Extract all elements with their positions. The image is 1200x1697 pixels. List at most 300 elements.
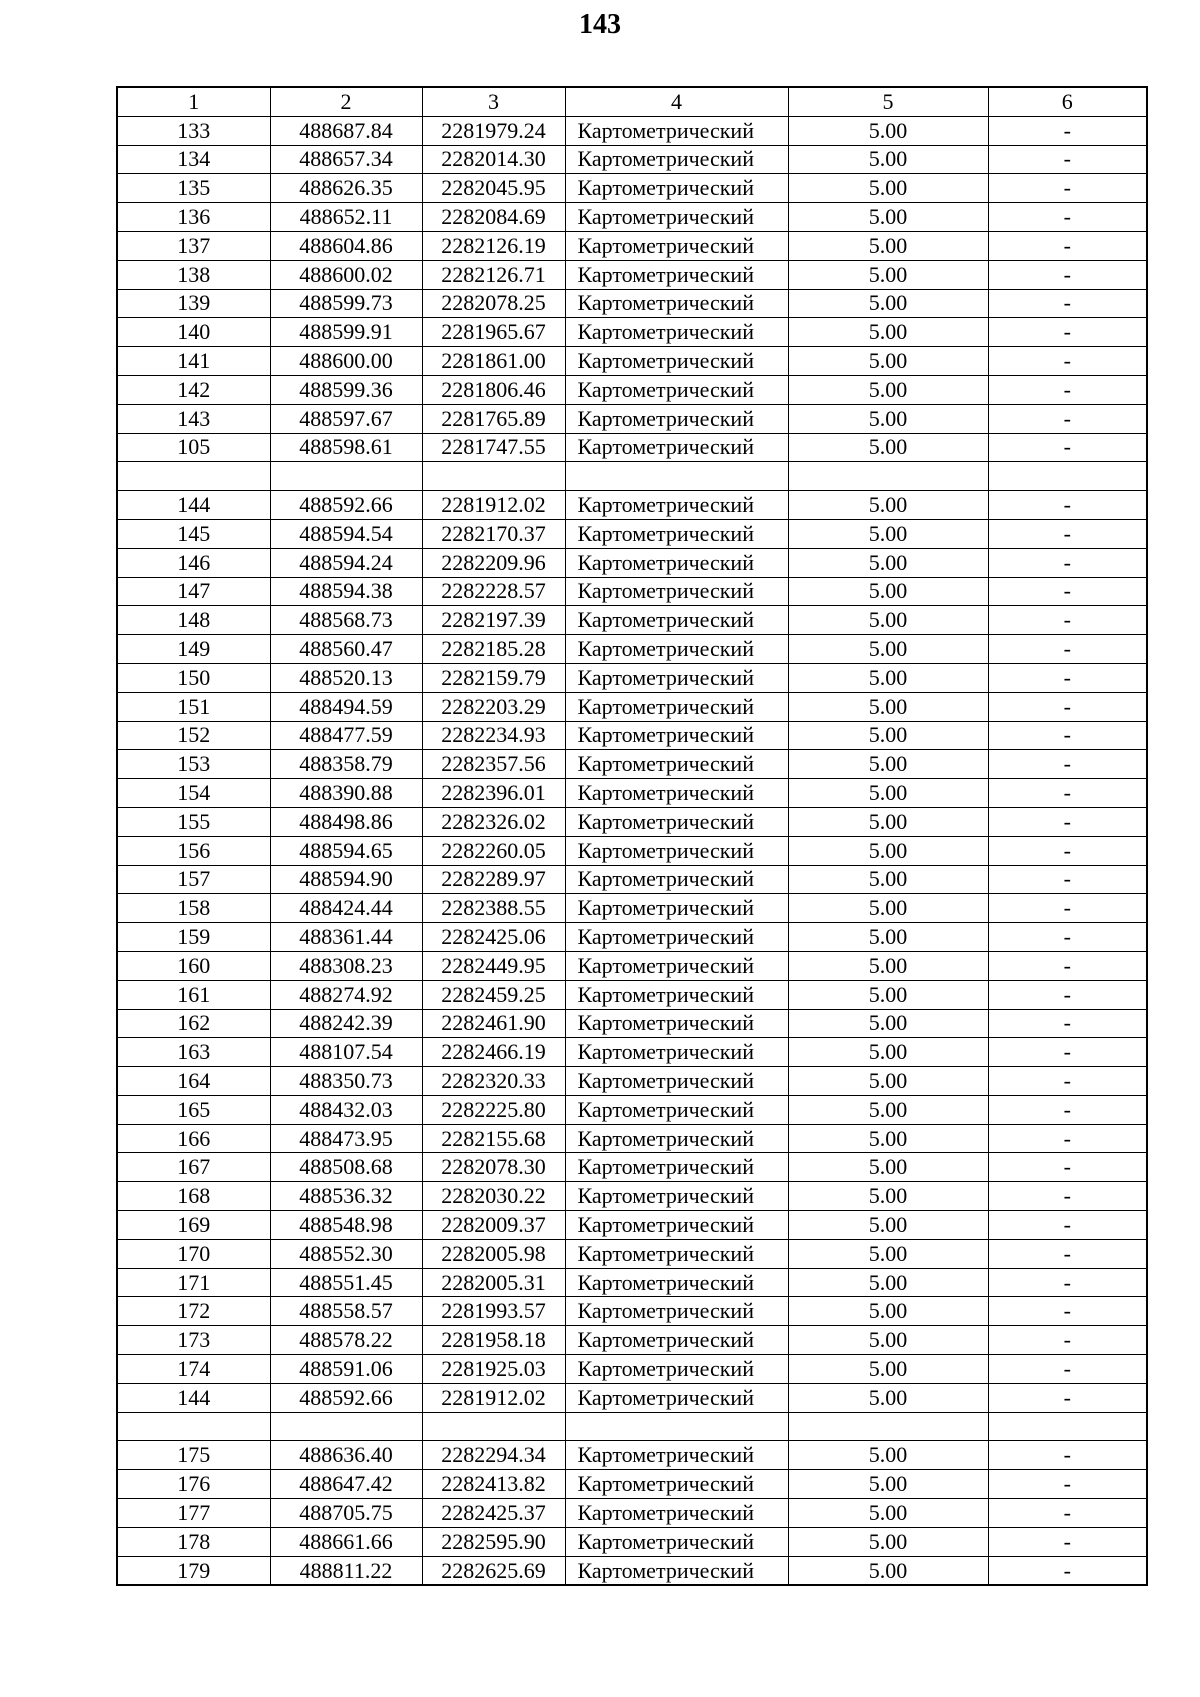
accuracy-cell: 5.00 <box>788 836 988 865</box>
accuracy-cell: 5.00 <box>788 894 988 923</box>
x-coordinate-cell: 488508.68 <box>270 1153 422 1182</box>
method-cell: Картометрический <box>565 1182 788 1211</box>
table-row <box>117 1067 1147 1096</box>
x-coordinate-cell: 488811.22 <box>270 1556 422 1585</box>
y-coordinate-cell: 2281965.67 <box>422 318 565 347</box>
accuracy-cell: 5.00 <box>788 779 988 808</box>
x-coordinate-cell: 488432.03 <box>270 1095 422 1124</box>
accuracy-cell: 5.00 <box>788 1383 988 1412</box>
note-cell: - <box>988 145 1147 174</box>
accuracy-cell: 5.00 <box>788 404 988 433</box>
point-number-cell: 133 <box>117 116 270 145</box>
point-number-cell: 157 <box>117 865 270 894</box>
note-cell: - <box>988 375 1147 404</box>
y-coordinate-cell: 2282413.82 <box>422 1470 565 1499</box>
y-coordinate-cell: 2282005.98 <box>422 1239 565 1268</box>
table-row <box>117 606 1147 635</box>
x-coordinate-cell: 488657.34 <box>270 145 422 174</box>
y-coordinate-cell: 2282326.02 <box>422 807 565 836</box>
column-header: 2 <box>270 87 422 116</box>
table-row <box>117 1038 1147 1067</box>
x-coordinate-cell: 488560.47 <box>270 635 422 664</box>
point-number-cell: 137 <box>117 231 270 260</box>
table-row <box>117 145 1147 174</box>
x-coordinate-cell: 488308.23 <box>270 951 422 980</box>
table-row <box>117 462 1147 491</box>
y-coordinate-cell: 2281861.00 <box>422 347 565 376</box>
note-cell: - <box>988 980 1147 1009</box>
x-coordinate-cell <box>270 462 422 491</box>
table-row <box>117 807 1147 836</box>
accuracy-cell: 5.00 <box>788 1009 988 1038</box>
method-cell: Картометрический <box>565 779 788 808</box>
point-number-cell: 136 <box>117 203 270 232</box>
y-coordinate-cell: 2282260.05 <box>422 836 565 865</box>
y-coordinate-cell <box>422 1412 565 1441</box>
y-coordinate-cell: 2282466.19 <box>422 1038 565 1067</box>
method-cell: Картометрический <box>565 923 788 952</box>
method-cell: Картометрический <box>565 289 788 318</box>
method-cell: Картометрический <box>565 721 788 750</box>
x-coordinate-cell: 488604.86 <box>270 231 422 260</box>
method-cell: Картометрический <box>565 692 788 721</box>
accuracy-cell: 5.00 <box>788 375 988 404</box>
table-row <box>117 894 1147 923</box>
note-cell: - <box>988 1153 1147 1182</box>
column-header: 4 <box>565 87 788 116</box>
table-body <box>117 116 1147 1585</box>
method-cell: Картометрический <box>565 1499 788 1528</box>
method-cell: Картометрический <box>565 375 788 404</box>
x-coordinate-cell: 488599.91 <box>270 318 422 347</box>
point-number-cell: 138 <box>117 260 270 289</box>
point-number-cell: 154 <box>117 779 270 808</box>
table-row <box>117 635 1147 664</box>
y-coordinate-cell <box>422 462 565 491</box>
accuracy-cell: 5.00 <box>788 145 988 174</box>
note-cell: - <box>988 1009 1147 1038</box>
note-cell: - <box>988 1182 1147 1211</box>
y-coordinate-cell: 2282461.90 <box>422 1009 565 1038</box>
table-row <box>117 577 1147 606</box>
y-coordinate-cell: 2281912.02 <box>422 1383 565 1412</box>
x-coordinate-cell: 488390.88 <box>270 779 422 808</box>
point-number-cell: 143 <box>117 404 270 433</box>
accuracy-cell: 5.00 <box>788 1326 988 1355</box>
note-cell: - <box>988 1326 1147 1355</box>
note-cell: - <box>988 404 1147 433</box>
note-cell: - <box>988 721 1147 750</box>
accuracy-cell: 5.00 <box>788 807 988 836</box>
x-coordinate-cell: 488600.00 <box>270 347 422 376</box>
table-row <box>117 923 1147 952</box>
x-coordinate-cell: 488536.32 <box>270 1182 422 1211</box>
table-row <box>117 779 1147 808</box>
point-number-cell: 174 <box>117 1355 270 1384</box>
method-cell: Картометрический <box>565 606 788 635</box>
x-coordinate-cell: 488558.57 <box>270 1297 422 1326</box>
accuracy-cell <box>788 1412 988 1441</box>
method-cell: Картометрический <box>565 980 788 1009</box>
accuracy-cell: 5.00 <box>788 1441 988 1470</box>
y-coordinate-cell: 2282014.30 <box>422 145 565 174</box>
note-cell: - <box>988 807 1147 836</box>
point-number-cell: 172 <box>117 1297 270 1326</box>
accuracy-cell: 5.00 <box>788 1499 988 1528</box>
accuracy-cell: 5.00 <box>788 1527 988 1556</box>
note-cell: - <box>988 289 1147 318</box>
note-cell <box>988 1412 1147 1441</box>
y-coordinate-cell: 2281806.46 <box>422 375 565 404</box>
point-number-cell: 146 <box>117 548 270 577</box>
note-cell: - <box>988 548 1147 577</box>
accuracy-cell: 5.00 <box>788 1355 988 1384</box>
x-coordinate-cell: 488661.66 <box>270 1527 422 1556</box>
column-header: 3 <box>422 87 565 116</box>
method-cell: Картометрический <box>565 865 788 894</box>
x-coordinate-cell: 488520.13 <box>270 663 422 692</box>
method-cell <box>565 462 788 491</box>
note-cell: - <box>988 1383 1147 1412</box>
method-cell: Картометрический <box>565 635 788 664</box>
column-header: 1 <box>117 87 270 116</box>
method-cell <box>565 1412 788 1441</box>
point-number-cell: 161 <box>117 980 270 1009</box>
y-coordinate-cell: 2282234.93 <box>422 721 565 750</box>
method-cell: Картометрический <box>565 894 788 923</box>
note-cell: - <box>988 1211 1147 1240</box>
accuracy-cell: 5.00 <box>788 1095 988 1124</box>
method-cell: Картометрический <box>565 1326 788 1355</box>
x-coordinate-cell: 488598.61 <box>270 433 422 462</box>
accuracy-cell: 5.00 <box>788 231 988 260</box>
x-coordinate-cell: 488498.86 <box>270 807 422 836</box>
table-row <box>117 433 1147 462</box>
y-coordinate-cell: 2281912.02 <box>422 491 565 520</box>
x-coordinate-cell: 488599.36 <box>270 375 422 404</box>
accuracy-cell: 5.00 <box>788 116 988 145</box>
note-cell: - <box>988 1095 1147 1124</box>
point-number-cell: 170 <box>117 1239 270 1268</box>
method-cell: Картометрический <box>565 1153 788 1182</box>
accuracy-cell: 5.00 <box>788 491 988 520</box>
note-cell: - <box>988 1470 1147 1499</box>
x-coordinate-cell: 488594.65 <box>270 836 422 865</box>
point-number-cell: 149 <box>117 635 270 664</box>
note-cell: - <box>988 635 1147 664</box>
accuracy-cell: 5.00 <box>788 1067 988 1096</box>
accuracy-cell: 5.00 <box>788 1297 988 1326</box>
point-number-cell: 169 <box>117 1211 270 1240</box>
note-cell: - <box>988 865 1147 894</box>
y-coordinate-cell: 2282396.01 <box>422 779 565 808</box>
note-cell: - <box>988 491 1147 520</box>
method-cell: Картометрический <box>565 145 788 174</box>
accuracy-cell: 5.00 <box>788 1124 988 1153</box>
y-coordinate-cell: 2282197.39 <box>422 606 565 635</box>
x-coordinate-cell: 488594.38 <box>270 577 422 606</box>
point-number-cell <box>117 1412 270 1441</box>
table-row <box>117 289 1147 318</box>
table-row <box>117 1153 1147 1182</box>
note-cell: - <box>988 1067 1147 1096</box>
method-cell: Картометрический <box>565 663 788 692</box>
x-coordinate-cell: 488361.44 <box>270 923 422 952</box>
accuracy-cell: 5.00 <box>788 577 988 606</box>
x-coordinate-cell <box>270 1412 422 1441</box>
x-coordinate-cell: 488705.75 <box>270 1499 422 1528</box>
table-row <box>117 519 1147 548</box>
point-number-cell: 158 <box>117 894 270 923</box>
note-cell: - <box>988 318 1147 347</box>
method-cell: Картометрический <box>565 1556 788 1585</box>
y-coordinate-cell: 2281765.89 <box>422 404 565 433</box>
note-cell: - <box>988 1527 1147 1556</box>
method-cell: Картометрический <box>565 433 788 462</box>
y-coordinate-cell: 2282225.80 <box>422 1095 565 1124</box>
method-cell: Картометрический <box>565 260 788 289</box>
method-cell: Картометрический <box>565 1268 788 1297</box>
y-coordinate-cell: 2282388.55 <box>422 894 565 923</box>
table-row <box>117 1211 1147 1240</box>
x-coordinate-cell: 488652.11 <box>270 203 422 232</box>
note-cell: - <box>988 577 1147 606</box>
table-row <box>117 1009 1147 1038</box>
accuracy-cell: 5.00 <box>788 548 988 577</box>
x-coordinate-cell: 488578.22 <box>270 1326 422 1355</box>
accuracy-cell: 5.00 <box>788 923 988 952</box>
method-cell: Картометрический <box>565 951 788 980</box>
y-coordinate-cell: 2282045.95 <box>422 174 565 203</box>
table-row <box>117 692 1147 721</box>
table-row <box>117 1527 1147 1556</box>
y-coordinate-cell: 2282078.30 <box>422 1153 565 1182</box>
table-row <box>117 836 1147 865</box>
note-cell: - <box>988 116 1147 145</box>
accuracy-cell: 5.00 <box>788 1470 988 1499</box>
table-row <box>117 1470 1147 1499</box>
note-cell: - <box>988 1268 1147 1297</box>
accuracy-cell: 5.00 <box>788 663 988 692</box>
table-row <box>117 865 1147 894</box>
table-row <box>117 1095 1147 1124</box>
method-cell: Картометрический <box>565 318 788 347</box>
y-coordinate-cell: 2282203.29 <box>422 692 565 721</box>
table-row <box>117 1412 1147 1441</box>
point-number-cell: 163 <box>117 1038 270 1067</box>
note-cell: - <box>988 923 1147 952</box>
x-coordinate-cell: 488242.39 <box>270 1009 422 1038</box>
point-number-cell: 139 <box>117 289 270 318</box>
note-cell: - <box>988 750 1147 779</box>
point-number-cell: 167 <box>117 1153 270 1182</box>
accuracy-cell: 5.00 <box>788 318 988 347</box>
point-number-cell: 135 <box>117 174 270 203</box>
x-coordinate-cell: 488636.40 <box>270 1441 422 1470</box>
y-coordinate-cell: 2281979.24 <box>422 116 565 145</box>
x-coordinate-cell: 488592.66 <box>270 491 422 520</box>
method-cell: Картометрический <box>565 231 788 260</box>
table-row <box>117 491 1147 520</box>
accuracy-cell: 5.00 <box>788 203 988 232</box>
accuracy-cell: 5.00 <box>788 1211 988 1240</box>
y-coordinate-cell: 2282126.19 <box>422 231 565 260</box>
accuracy-cell: 5.00 <box>788 260 988 289</box>
table-row <box>117 1441 1147 1470</box>
y-coordinate-cell: 2282030.22 <box>422 1182 565 1211</box>
accuracy-cell: 5.00 <box>788 1268 988 1297</box>
x-coordinate-cell: 488358.79 <box>270 750 422 779</box>
x-coordinate-cell: 488687.84 <box>270 116 422 145</box>
table-row <box>117 980 1147 1009</box>
y-coordinate-cell: 2281747.55 <box>422 433 565 462</box>
accuracy-cell: 5.00 <box>788 635 988 664</box>
method-cell: Картометрический <box>565 491 788 520</box>
accuracy-cell: 5.00 <box>788 1038 988 1067</box>
x-coordinate-cell: 488548.98 <box>270 1211 422 1240</box>
accuracy-cell: 5.00 <box>788 750 988 779</box>
y-coordinate-cell: 2282209.96 <box>422 548 565 577</box>
table-row <box>117 951 1147 980</box>
x-coordinate-cell: 488594.24 <box>270 548 422 577</box>
point-number-cell: 165 <box>117 1095 270 1124</box>
y-coordinate-cell: 2282084.69 <box>422 203 565 232</box>
x-coordinate-cell: 488599.73 <box>270 289 422 318</box>
accuracy-cell: 5.00 <box>788 519 988 548</box>
accuracy-cell: 5.00 <box>788 1153 988 1182</box>
table-row <box>117 663 1147 692</box>
column-header: 6 <box>988 87 1147 116</box>
x-coordinate-cell: 488600.02 <box>270 260 422 289</box>
y-coordinate-cell: 2282289.97 <box>422 865 565 894</box>
table-row <box>117 721 1147 750</box>
method-cell: Картометрический <box>565 1095 788 1124</box>
point-number-cell: 173 <box>117 1326 270 1355</box>
method-cell: Картометрический <box>565 577 788 606</box>
method-cell: Картометрический <box>565 1009 788 1038</box>
table-row <box>117 1124 1147 1153</box>
y-coordinate-cell: 2282005.31 <box>422 1268 565 1297</box>
y-coordinate-cell: 2281925.03 <box>422 1355 565 1384</box>
table-row <box>117 1499 1147 1528</box>
table-row <box>117 347 1147 376</box>
point-number-cell: 140 <box>117 318 270 347</box>
point-number-cell: 155 <box>117 807 270 836</box>
method-cell: Картометрический <box>565 548 788 577</box>
table-row <box>117 1556 1147 1585</box>
x-coordinate-cell: 488551.45 <box>270 1268 422 1297</box>
y-coordinate-cell: 2282595.90 <box>422 1527 565 1556</box>
method-cell: Картометрический <box>565 519 788 548</box>
method-cell: Картометрический <box>565 807 788 836</box>
accuracy-cell: 5.00 <box>788 692 988 721</box>
note-cell <box>988 462 1147 491</box>
note-cell: - <box>988 433 1147 462</box>
note-cell: - <box>988 347 1147 376</box>
x-coordinate-cell: 488477.59 <box>270 721 422 750</box>
x-coordinate-cell: 488597.67 <box>270 404 422 433</box>
accuracy-cell: 5.00 <box>788 1239 988 1268</box>
point-number-cell: 156 <box>117 836 270 865</box>
point-number-cell: 159 <box>117 923 270 952</box>
y-coordinate-cell: 2281993.57 <box>422 1297 565 1326</box>
y-coordinate-cell: 2282425.06 <box>422 923 565 952</box>
table-row <box>117 260 1147 289</box>
y-coordinate-cell: 2282294.34 <box>422 1441 565 1470</box>
point-number-cell: 151 <box>117 692 270 721</box>
table-row <box>117 1355 1147 1384</box>
method-cell: Картометрический <box>565 1038 788 1067</box>
y-coordinate-cell: 2282449.95 <box>422 951 565 980</box>
y-coordinate-cell: 2282425.37 <box>422 1499 565 1528</box>
y-coordinate-cell: 2282459.25 <box>422 980 565 1009</box>
x-coordinate-cell: 488274.92 <box>270 980 422 1009</box>
x-coordinate-cell: 488626.35 <box>270 174 422 203</box>
y-coordinate-cell: 2282126.71 <box>422 260 565 289</box>
note-cell: - <box>988 1038 1147 1067</box>
method-cell: Картометрический <box>565 836 788 865</box>
method-cell: Картометрический <box>565 1239 788 1268</box>
point-number-cell: 162 <box>117 1009 270 1038</box>
x-coordinate-cell: 488568.73 <box>270 606 422 635</box>
table-row <box>117 548 1147 577</box>
table-row <box>117 318 1147 347</box>
accuracy-cell: 5.00 <box>788 174 988 203</box>
accuracy-cell: 5.00 <box>788 865 988 894</box>
method-cell: Картометрический <box>565 1470 788 1499</box>
point-number-cell: 152 <box>117 721 270 750</box>
note-cell: - <box>988 174 1147 203</box>
x-coordinate-cell: 488594.54 <box>270 519 422 548</box>
y-coordinate-cell: 2282170.37 <box>422 519 565 548</box>
point-number-cell: 178 <box>117 1527 270 1556</box>
method-cell: Картометрический <box>565 1441 788 1470</box>
y-coordinate-cell: 2282228.57 <box>422 577 565 606</box>
method-cell: Картометрический <box>565 1211 788 1240</box>
accuracy-cell: 5.00 <box>788 289 988 318</box>
point-number-cell: 160 <box>117 951 270 980</box>
method-cell: Картометрический <box>565 347 788 376</box>
method-cell: Картометрический <box>565 750 788 779</box>
point-number-cell: 145 <box>117 519 270 548</box>
page-number: 143 <box>579 9 621 40</box>
point-number-cell: 148 <box>117 606 270 635</box>
accuracy-cell: 5.00 <box>788 1182 988 1211</box>
x-coordinate-cell: 488494.59 <box>270 692 422 721</box>
table-row <box>117 1182 1147 1211</box>
method-cell: Картометрический <box>565 116 788 145</box>
point-number-cell: 134 <box>117 145 270 174</box>
x-coordinate-cell: 488424.44 <box>270 894 422 923</box>
y-coordinate-cell: 2282625.69 <box>422 1556 565 1585</box>
note-cell: - <box>988 1297 1147 1326</box>
x-coordinate-cell: 488647.42 <box>270 1470 422 1499</box>
note-cell: - <box>988 231 1147 260</box>
coordinates-table <box>116 86 1148 1586</box>
accuracy-cell: 5.00 <box>788 606 988 635</box>
table-row <box>117 1239 1147 1268</box>
point-number-cell: 164 <box>117 1067 270 1096</box>
note-cell: - <box>988 951 1147 980</box>
table-row <box>117 203 1147 232</box>
method-cell: Картометрический <box>565 404 788 433</box>
x-coordinate-cell: 488552.30 <box>270 1239 422 1268</box>
note-cell: - <box>988 606 1147 635</box>
note-cell: - <box>988 692 1147 721</box>
table-row <box>117 404 1147 433</box>
x-coordinate-cell: 488350.73 <box>270 1067 422 1096</box>
note-cell: - <box>988 1355 1147 1384</box>
